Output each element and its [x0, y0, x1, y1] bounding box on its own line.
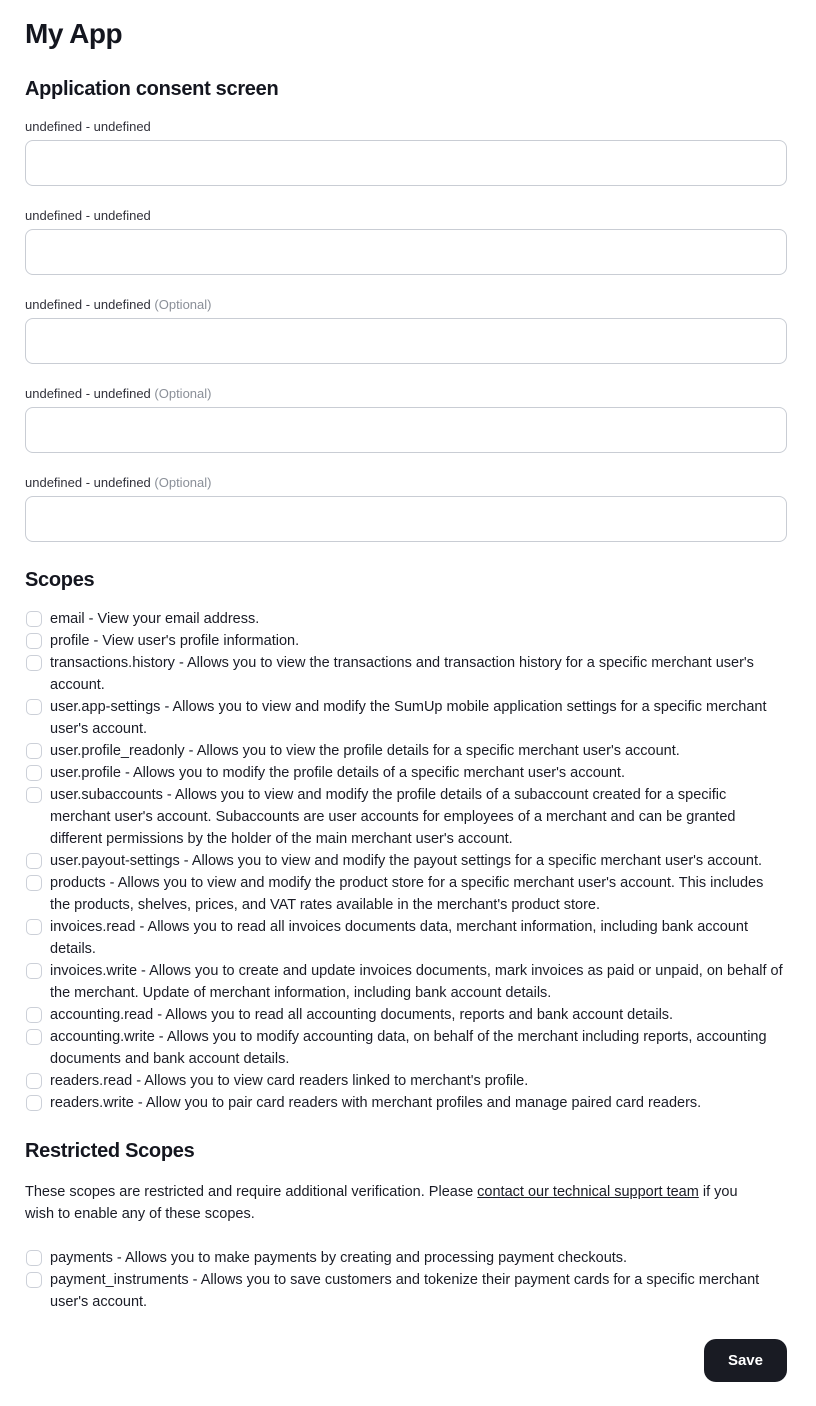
contact-support-link[interactable]: contact our technical support team — [477, 1184, 699, 1200]
scope-label: transactions.history - Allows you to view the transactions and transaction history for a specific merchant user's account. — [50, 655, 754, 693]
scope-label: invoices.write - Allows you to create and update invoices documents, mark invoices as paid or unpaid, on behalf of the merchant. Update of merchant information, including bank account details. — [50, 963, 783, 1001]
scope-label: user.app-settings - Allows you to view and modify the SumUp mobile application settings for a specific merchant user's account. — [50, 699, 767, 737]
form-field-group — [25, 208, 787, 275]
scope-label: products - Allows you to view and modify the product store for a specific merchant user's account. This includes the products, shelves, prices, and VAT rates available in the merchant's product store. — [50, 875, 764, 913]
scope-label: user.subaccounts - Allows you to view and modify the profile details of a subaccount created for a specific merchant user's account. Subaccounts are user accounts for employees of a merchant and can be granted different permissions by the holder of the main merchant user's account. — [50, 787, 736, 847]
scope-checkbox[interactable] — [26, 743, 42, 759]
scope-checkbox[interactable] — [26, 611, 42, 627]
scope-label: readers.write - Allow you to pair card readers with merchant profiles and manage paired card readers. — [50, 1095, 702, 1111]
field-label-text: undefined - undefined — [25, 297, 151, 312]
field-label — [25, 475, 787, 490]
scope-label: email - View your email address. — [50, 611, 260, 627]
field-label — [25, 208, 787, 223]
restricted-scope-checkbox[interactable] — [26, 1250, 42, 1266]
text-input[interactable] — [25, 318, 787, 364]
scope-list-item — [25, 608, 787, 630]
field-optional-label: (Optional) — [150, 386, 212, 401]
restricted-scope-list-item — [25, 1247, 787, 1269]
scope-list-item — [25, 1070, 787, 1092]
save-button[interactable]: Save — [704, 1339, 787, 1382]
text-input[interactable] — [25, 496, 787, 542]
form-field-group — [25, 297, 787, 364]
field-label — [25, 386, 787, 401]
text-input[interactable] — [25, 140, 787, 186]
scope-list-item — [25, 850, 787, 872]
restricted-scopes-list — [25, 1247, 787, 1313]
scope-checkbox[interactable] — [26, 787, 42, 803]
scope-list-item — [25, 1092, 787, 1114]
scope-checkbox[interactable] — [26, 963, 42, 979]
scope-label: user.payout-settings - Allows you to view and modify the payout settings for a specific merchant user's account. — [50, 853, 763, 869]
scope-list-item — [25, 960, 787, 1004]
intro-text-after: if you wish to enable any of these scopes. — [25, 1184, 738, 1222]
scope-label: invoices.read - Allows you to read all invoices documents data, merchant information, including bank account details. — [50, 919, 748, 957]
field-label-text: undefined - undefined — [25, 475, 151, 490]
restricted-scopes-section — [25, 1140, 787, 1313]
scope-list-item — [25, 652, 787, 696]
scope-checkbox[interactable] — [26, 1073, 42, 1089]
text-input[interactable] — [25, 407, 787, 453]
scope-list-item — [25, 740, 787, 762]
scope-checkbox[interactable] — [26, 1007, 42, 1023]
restricted-scope-label: payments - Allows you to make payments by creating and processing payment checkouts. — [50, 1250, 628, 1266]
restricted-scope-label: payment_instruments - Allows you to save customers and tokenize their payment cards for a specific merchant user's account. — [50, 1272, 760, 1310]
scope-list-item — [25, 696, 787, 740]
field-label — [25, 297, 787, 312]
text-input[interactable] — [25, 229, 787, 275]
scope-checkbox[interactable] — [26, 765, 42, 781]
field-optional-label: (Optional) — [150, 475, 212, 490]
restricted-scopes-heading: Restricted Scopes — [25, 1140, 195, 1162]
form-field-group — [25, 119, 787, 186]
scope-list-item — [25, 1026, 787, 1070]
scope-list-item — [25, 1004, 787, 1026]
scope-checkbox[interactable] — [26, 633, 42, 649]
scopes-heading: Scopes — [25, 569, 95, 591]
scope-checkbox[interactable] — [26, 919, 42, 935]
scope-label: accounting.write - Allows you to modify accounting data, on behalf of the merchant including reports, accounting documents and bank account details. — [50, 1029, 767, 1067]
scope-label: profile - View user's profile information. — [50, 633, 300, 649]
scope-checkbox[interactable] — [26, 1029, 42, 1045]
restricted-scope-list-item — [25, 1269, 787, 1313]
restricted-scope-checkbox[interactable] — [26, 1272, 42, 1288]
scope-checkbox[interactable] — [26, 655, 42, 671]
form-field-group — [25, 386, 787, 453]
consent-screen-heading: Application consent screen — [25, 78, 279, 100]
scope-list-item — [25, 630, 787, 652]
scope-label: user.profile - Allows you to modify the profile details of a specific merchant user's account. — [50, 765, 625, 781]
page-title: My App — [25, 18, 123, 49]
scopes-list — [25, 608, 787, 1114]
consent-form-fields — [25, 119, 787, 542]
field-label-text: undefined - undefined — [25, 386, 151, 401]
form-field-group — [25, 475, 787, 542]
restricted-scopes-intro — [25, 1181, 770, 1225]
scope-label: accounting.read - Allows you to read all accounting documents, reports and bank account details. — [50, 1007, 674, 1023]
scopes-section — [25, 569, 787, 1114]
scope-checkbox[interactable] — [26, 1095, 42, 1111]
scope-list-item — [25, 916, 787, 960]
field-label — [25, 119, 787, 134]
field-optional-label: (Optional) — [150, 297, 212, 312]
scope-list-item — [25, 872, 787, 916]
scope-checkbox[interactable] — [26, 699, 42, 715]
scope-label: readers.read - Allows you to view card readers linked to merchant's profile. — [50, 1073, 529, 1089]
scope-list-item — [25, 762, 787, 784]
scope-checkbox[interactable] — [26, 853, 42, 869]
scope-label: user.profile_readonly - Allows you to view the profile details for a specific merchant user's account. — [50, 743, 680, 759]
scope-list-item — [25, 784, 787, 850]
scope-checkbox[interactable] — [26, 875, 42, 891]
field-label-text: undefined - undefined — [25, 208, 151, 223]
actions-row — [25, 1339, 787, 1382]
intro-text-before: These scopes are restricted and require additional verification. Please — [25, 1184, 478, 1200]
field-label-text: undefined - undefined — [25, 119, 151, 134]
